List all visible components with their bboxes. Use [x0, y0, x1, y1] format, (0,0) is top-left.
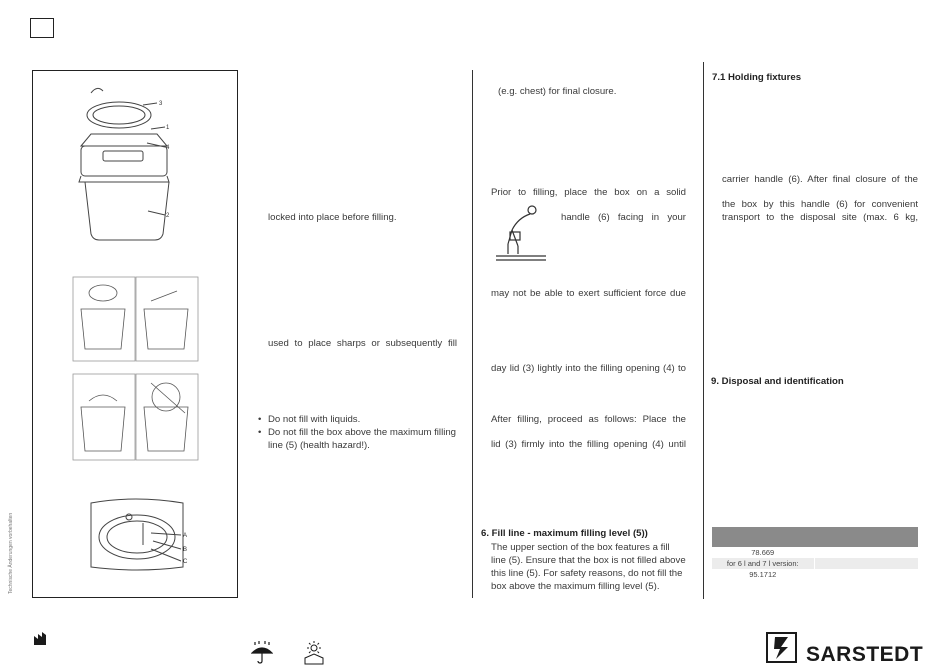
table-row [712, 558, 918, 569]
col2-text-7: lid (3) firmly into the filling opening (4) until [491, 439, 686, 450]
table-cell: 95.1712 [749, 570, 777, 579]
table-cell: 78.669 [751, 548, 775, 557]
side-note: Technische Änderungen vorbehalten [8, 512, 14, 594]
column-divider-2 [703, 62, 704, 599]
bullet-item: • Do not fill the box above the maximum filling line (5) (health hazard!). [258, 426, 456, 452]
photo-panels [73, 277, 198, 460]
col3-text-1: carrier handle (6). After final closure of the [722, 174, 918, 185]
table-row [712, 547, 918, 558]
keep-away-from-sunlight-icon [302, 641, 326, 665]
fill-line-text: box above the maximum filling level (5). [491, 581, 660, 592]
col1-locked-text: locked into place before filling. [268, 212, 397, 223]
col2-text-2: Prior to filling, place the box on a solid [491, 187, 686, 198]
disposal-heading: 9. Disposal and identification [711, 376, 844, 387]
col3-text-2a: the box by this handle (6) for convenient [722, 199, 918, 210]
col2-text-1: (e.g. chest) for final closure. [498, 86, 617, 97]
container-illustration [79, 88, 169, 240]
callout-1: 1 [166, 125, 170, 131]
col2-text-5: day lid (3) lightly into the filling opening (4) to [491, 363, 686, 374]
col1-used-text: used to place sharps or subsequently fill [268, 338, 457, 349]
col1-bullet-list [258, 413, 456, 452]
brand-name: SARSTEDT [806, 643, 924, 666]
lid-closeup [91, 499, 183, 570]
callout-C: C [183, 559, 188, 565]
figure-illustrations [33, 71, 237, 597]
sarstedt-logo-icon [766, 632, 797, 663]
arrow-icon [91, 88, 103, 93]
fill-line-paragraph [491, 541, 686, 593]
figure-frame [32, 70, 238, 598]
callout-2: 2 [166, 213, 170, 219]
person-lifting-icon [496, 204, 546, 262]
callout-4: 4 [166, 145, 170, 151]
col3-text-2b: transport to the disposal site (max. 6 kg, [722, 212, 918, 223]
column-divider-1 [472, 70, 473, 598]
fill-line-text: line (5). Ensure that the box is not filled above [491, 555, 686, 566]
col2-text-4: may not be able to exert sufficient force due [491, 288, 686, 299]
keep-dry-umbrella-icon [251, 641, 273, 665]
bullet-item: • Do not fill with liquids. [258, 413, 456, 426]
holding-fixtures-heading: 7.1 Holding fixtures [712, 72, 802, 83]
callout-B: B [183, 547, 188, 553]
callout-A: A [183, 533, 188, 539]
callout-3: 3 [159, 101, 163, 107]
table-row [712, 569, 918, 580]
fill-line-heading: 6. Fill line - maximum filling level (5)) [481, 528, 648, 539]
order-table [712, 527, 918, 580]
col2-text-3: handle (6) facing in your [561, 212, 686, 223]
page-number-box [30, 18, 54, 38]
manufacturer-icon [33, 630, 51, 646]
col2-text-6: After filling, proceed as follows: Place the [491, 414, 686, 425]
table-cell: for 6 l and 7 l version: [712, 558, 814, 569]
fill-line-text: this line (5). For safety reasons, do not fill the [491, 568, 683, 579]
fill-line-text: The upper section of the box features a fill [491, 542, 670, 553]
